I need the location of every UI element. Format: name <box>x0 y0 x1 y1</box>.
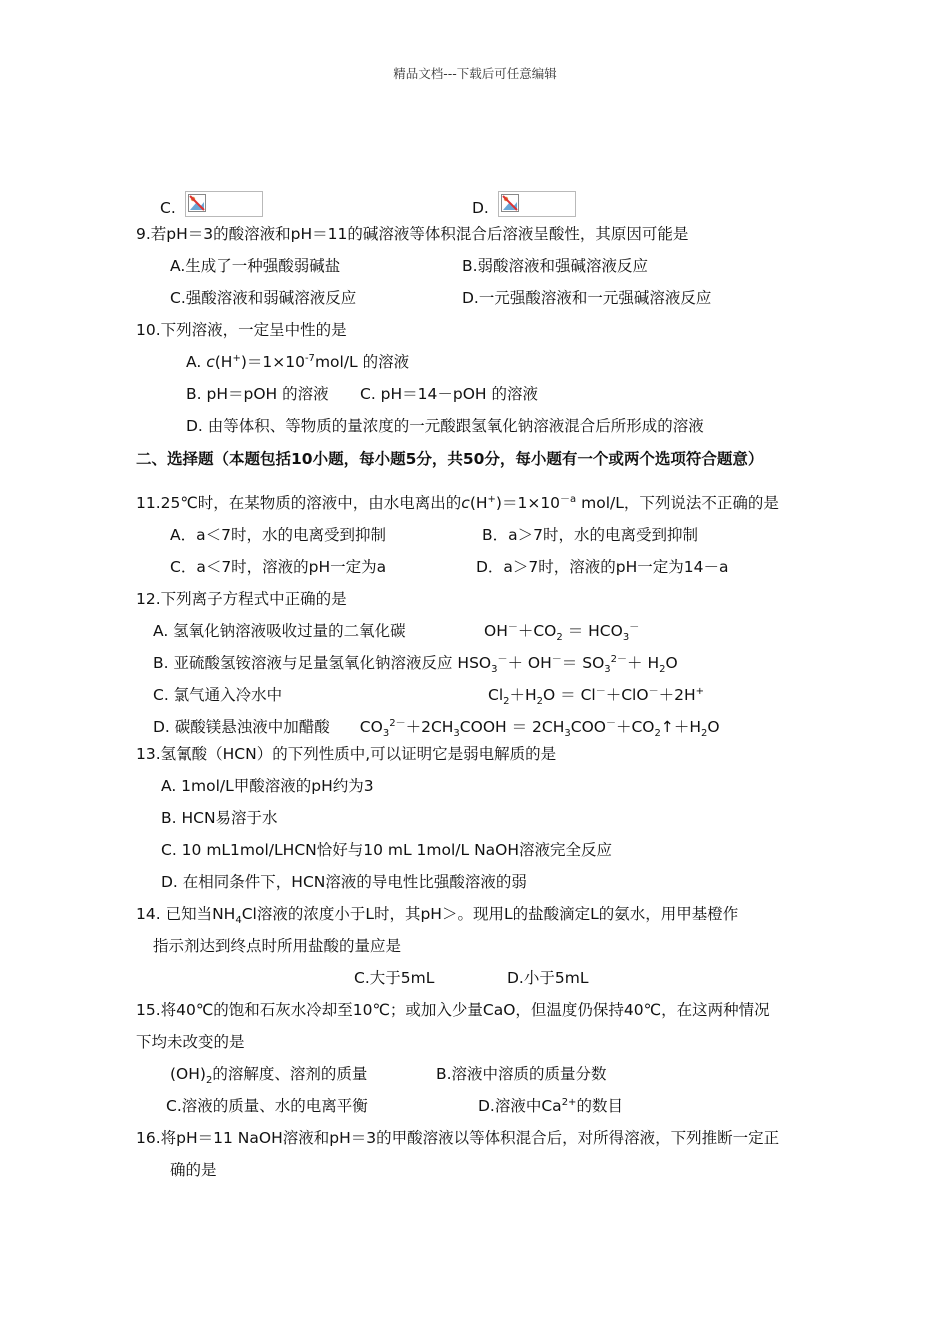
q14-option-c: C.大于5mL <box>354 969 435 987</box>
q12-option-a: A. 氢氧化钠溶液吸收过量的二氧化碳 <box>153 622 406 640</box>
q9-stem: 9.若pH＝3的酸溶液和pH＝11的碱溶液等体积混合后溶液呈酸性，其原因可能是 <box>136 225 689 243</box>
q13-option-d: D. 在相同条件下，HCN溶液的导电性比强酸溶液的弱 <box>161 873 527 891</box>
q11-option-c: C．a＜7时，溶液的pH一定为a <box>170 558 387 576</box>
q9-option-b: B.弱酸溶液和强碱溶液反应 <box>462 257 649 275</box>
broken-image-icon <box>498 191 576 217</box>
q11-stem: 11.25℃时，在某物质的溶液中，由水电离出的$c(H^+)=1\times 10^{-a}$ mol/L，下列说法不正确的是 <box>136 493 779 512</box>
option-d-label: D. <box>472 199 489 217</box>
q12-option-d: D. 碳酸镁悬浊液中加醋酸 $CO_3^{2-}+2CH_3COOH$ ＝ $2CH_3COO^-+CO_2↑+H_2O$ <box>153 717 720 740</box>
q10-option-b: B. pH＝pOH 的溶液 <box>186 385 329 403</box>
q12-option-c: C. 氯气通入冷水中 <box>153 686 283 704</box>
q15-option-a: $(OH)_2$的溶解度、溶剂的质量 <box>170 1065 368 1087</box>
q14-stem-line-2: 指示剂达到终点时所用盐酸的量应是 <box>153 937 402 955</box>
q15-option-d: D.溶液中$Ca^{2+}$的数目 <box>478 1096 623 1115</box>
q15-option-c: C.溶液的质量、水的电离平衡 <box>166 1097 368 1115</box>
q9-option-c: C.强酸溶液和弱碱溶液反应 <box>170 289 357 307</box>
q10-stem: 10.下列溶液，一定呈中性的是 <box>136 321 347 339</box>
broken-image-icon <box>185 191 263 217</box>
page-header: 精品文档---下载后可任意编辑 <box>393 66 557 81</box>
option-d-image <box>472 191 576 218</box>
q15-stem: 15.将40℃的饱和石灰水冷却至10℃；或加入少量CaO，但温度仍保持40℃，在这两种情况 <box>136 1001 770 1019</box>
q11-option-a: A．a＜7时，水的电离受到抑制 <box>170 526 386 544</box>
q11-option-b: B．a＞7时，水的电离受到抑制 <box>482 526 698 544</box>
q12-option-c-equation: $Cl_2+H_2O = Cl^-+ClO^-+2H^+$ <box>488 685 704 708</box>
q12-stem: 12.下列离子方程式中正确的是 <box>136 590 347 608</box>
q15-option-b: B.溶液中溶质的质量分数 <box>436 1065 607 1083</box>
q15-stem-line-2: 下均未改变的是 <box>136 1033 245 1051</box>
q14-option-d: D.小于5mL <box>507 969 589 987</box>
section-2-heading: 二、选择题（本题包括10小题，每小题5分，共50分，每小题有一个或两个选项符合题意） <box>136 450 764 468</box>
q16-stem-line-2: 确的是 <box>170 1161 217 1179</box>
q13-option-c: C. 10 mL1mol/LHCN恰好与10 mL 1mol/L NaOH溶液完全反应 <box>161 841 613 859</box>
q14-stem: 14. 已知当$NH_4Cl$溶液的浓度小于L时，其pH＞。现用L的盐酸滴定L的氨水，用甲基橙作 <box>136 905 739 927</box>
q10-option-d: D. 由等体积、等物质的量浓度的一元酸跟氢氧化钠溶液混合后所形成的溶液 <box>186 417 704 435</box>
q13-stem: 13.氢氰酸（HCN）的下列性质中,可以证明它是弱电解质的是 <box>136 745 557 763</box>
q10-option-a: A. $c(H^+)=1\times 10^{-7}mol/L$ 的溶液 <box>186 352 410 371</box>
q11-option-d: D．a＞7时，溶液的pH一定为14－a <box>476 558 729 576</box>
option-c-label: C. <box>160 199 176 217</box>
q12-option-b: B. 亚硫酸氢铵溶液与足量氢氧化钠溶液反应 $HSO_3^-+ OH^-= SO_3^{2-}+ H_2O$ <box>153 653 678 676</box>
q13-option-a: A. 1mol/L甲酸溶液的pH约为3 <box>161 777 374 795</box>
q12-option-a-equation: $OH^-+CO_2 = HCO_3^-$ <box>484 621 640 644</box>
q10-option-c: C. pH＝14－pOH 的溶液 <box>360 385 539 403</box>
q9-option-a: A.生成了一种强酸弱碱盐 <box>170 257 341 275</box>
q16-stem: 16.将pH＝11 NaOH溶液和pH＝3的甲酸溶液以等体积混合后，对所得溶液，下列推断一定正 <box>136 1129 780 1147</box>
q13-option-b: B. HCN易溶于水 <box>161 809 278 827</box>
q9-option-d: D.一元强酸溶液和一元强碱溶液反应 <box>462 289 712 307</box>
option-c-image <box>160 191 263 218</box>
